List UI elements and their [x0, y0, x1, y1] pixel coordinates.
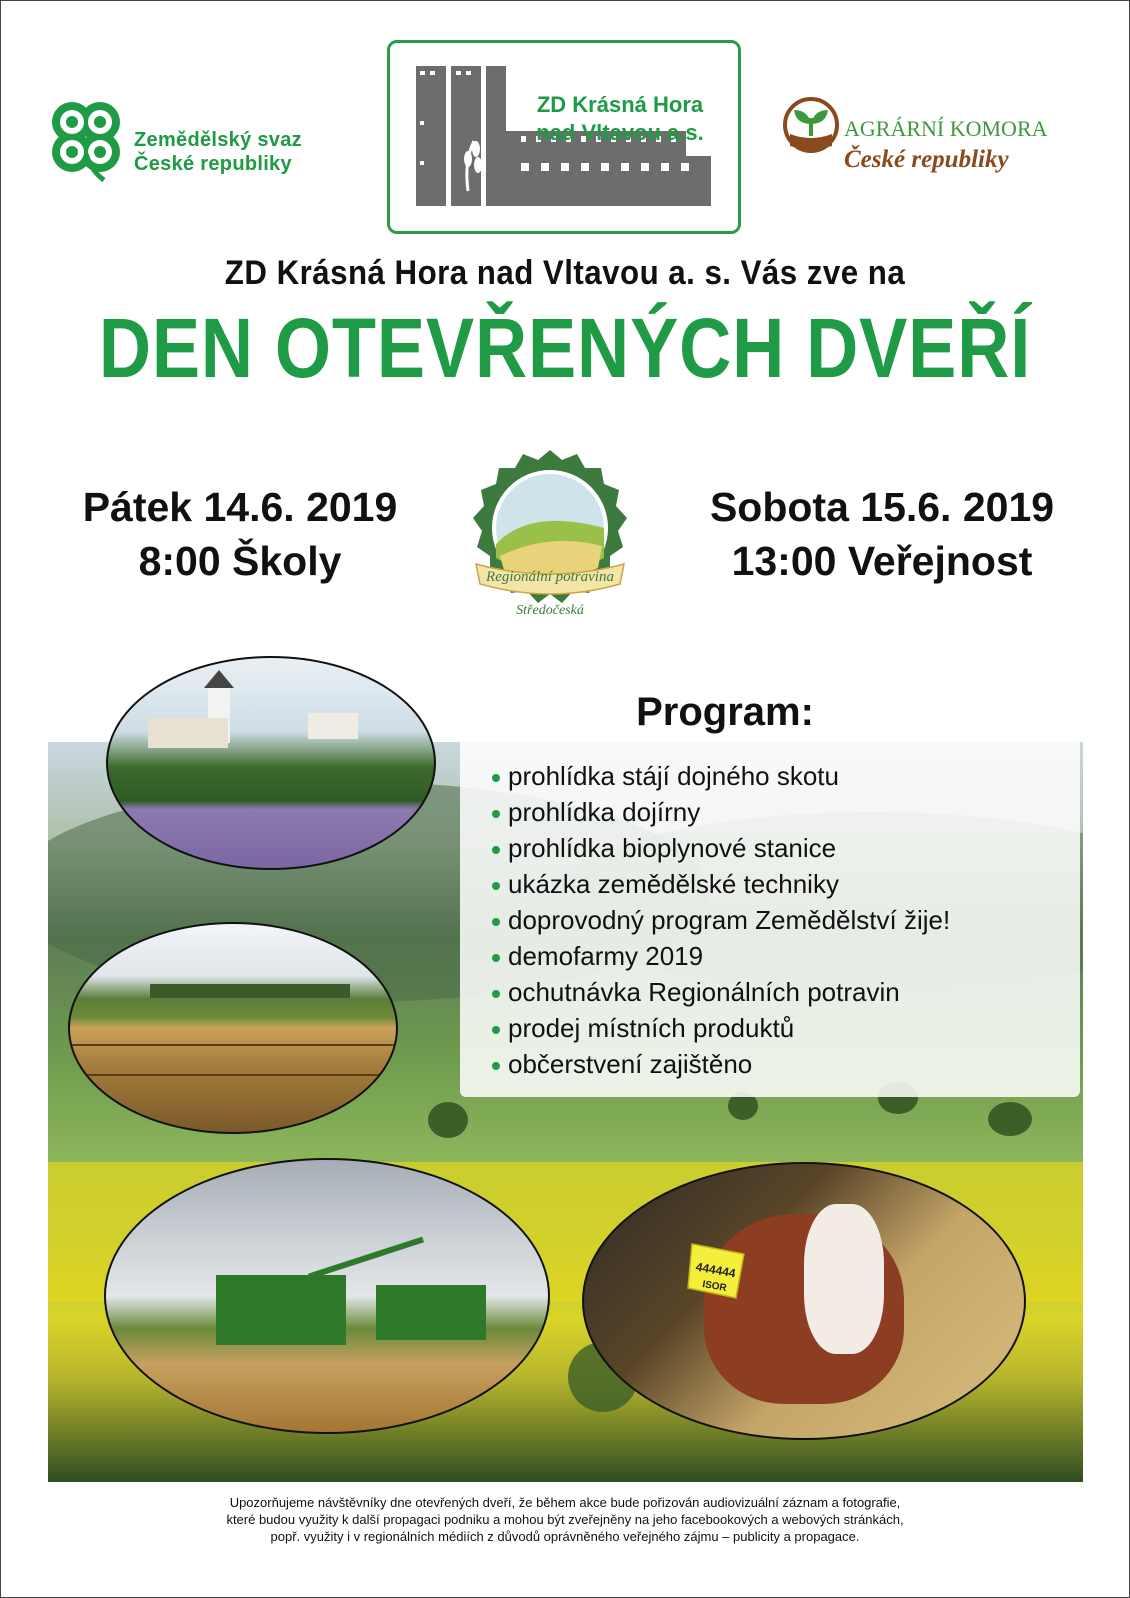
sprout-icon	[782, 96, 840, 154]
bullet-icon	[492, 954, 500, 962]
zemedelsky-svaz-logo	[42, 94, 342, 184]
friday-date: Pátek 14.6. 2019	[82, 484, 398, 530]
program-item: prodej místních produktů	[492, 1010, 950, 1046]
program-title: Program:	[636, 690, 814, 734]
four-leaf-clover-icon	[42, 94, 132, 184]
program-panel	[460, 692, 1080, 1097]
ak-line2: České republiky	[844, 146, 1009, 173]
program-item: ochutnávka Regionálních potravin	[492, 974, 950, 1010]
notice-line3: popř. využity i v regionálních médiích z důvodů oprávněného veřejného zájmu – publicity a propagace.	[270, 1529, 860, 1544]
program-item: demofarmy 2019	[492, 938, 950, 974]
friday-block	[40, 480, 440, 588]
agrarni-komora-logo	[782, 96, 1082, 186]
bullet-icon	[492, 774, 500, 782]
saturday-block	[682, 480, 1082, 588]
harvest-photo	[104, 1158, 550, 1434]
ak-line1: AGRÁRNÍ KOMORA	[844, 116, 1048, 141]
bullet-icon	[492, 1026, 500, 1034]
program-item: ukázka zemědělské techniky	[492, 866, 950, 902]
calf-photo	[582, 1162, 1026, 1440]
saturday-date: Sobota 15.6. 2019	[709, 484, 1055, 530]
zd-krasna-hora-logo	[387, 40, 741, 234]
ear-tag-icon	[684, 1234, 754, 1304]
notice-line1: Upozorňujeme návštěvníky dne otevřených dveří, že během akce bude pořizován audiovizuální záznam a fotografie,	[229, 1495, 901, 1510]
bullet-icon	[492, 846, 500, 854]
program-item: občerstvení zajištěno	[492, 1046, 950, 1082]
program-item: prohlídka stájí dojného skotu	[492, 758, 950, 794]
privacy-notice	[0, 1494, 1130, 1545]
village-photo	[106, 656, 436, 870]
ear-tag-number: 444444	[694, 1259, 737, 1281]
invite-line: ZD Krásná Hora nad Vltavou a. s. Vás zve na	[224, 254, 906, 292]
bullet-icon	[492, 1062, 500, 1070]
regionalni-potravina-badge	[470, 448, 630, 632]
zd-line1: ZD Krásná Hora	[536, 92, 704, 117]
zs-line2: České republiky	[134, 153, 292, 175]
program-item: prohlídka dojírny	[492, 794, 950, 830]
program-item: prohlídka bioplynové stanice	[492, 830, 950, 866]
bullet-icon	[492, 882, 500, 890]
ear-tag-brand: ISOR	[701, 1278, 728, 1295]
badge-region-text: Středočeská	[516, 603, 584, 618]
zd-line2: nad Vltavou a.s.	[536, 120, 704, 145]
program-list	[492, 758, 950, 1082]
notice-line2: které budou využity k další propagaci podniku a mohou být zveřejněny na jeho facebookových a webových stránkách,	[226, 1512, 904, 1527]
badge-ribbon-text: Regionální potravina	[486, 569, 614, 585]
straw-bales-photo	[68, 922, 398, 1134]
bullet-icon	[492, 810, 500, 818]
program-item: doprovodný program Zemědělství žije!	[492, 902, 950, 938]
bullet-icon	[492, 918, 500, 926]
saturday-time: 13:00 Veřejnost	[731, 538, 1033, 584]
headline: DEN OTEVŘENÝCH DVEŘÍ	[98, 301, 1032, 395]
friday-time: 8:00 Školy	[138, 538, 342, 584]
zs-line1: Zemědělský svaz	[134, 129, 302, 151]
bullet-icon	[492, 990, 500, 998]
